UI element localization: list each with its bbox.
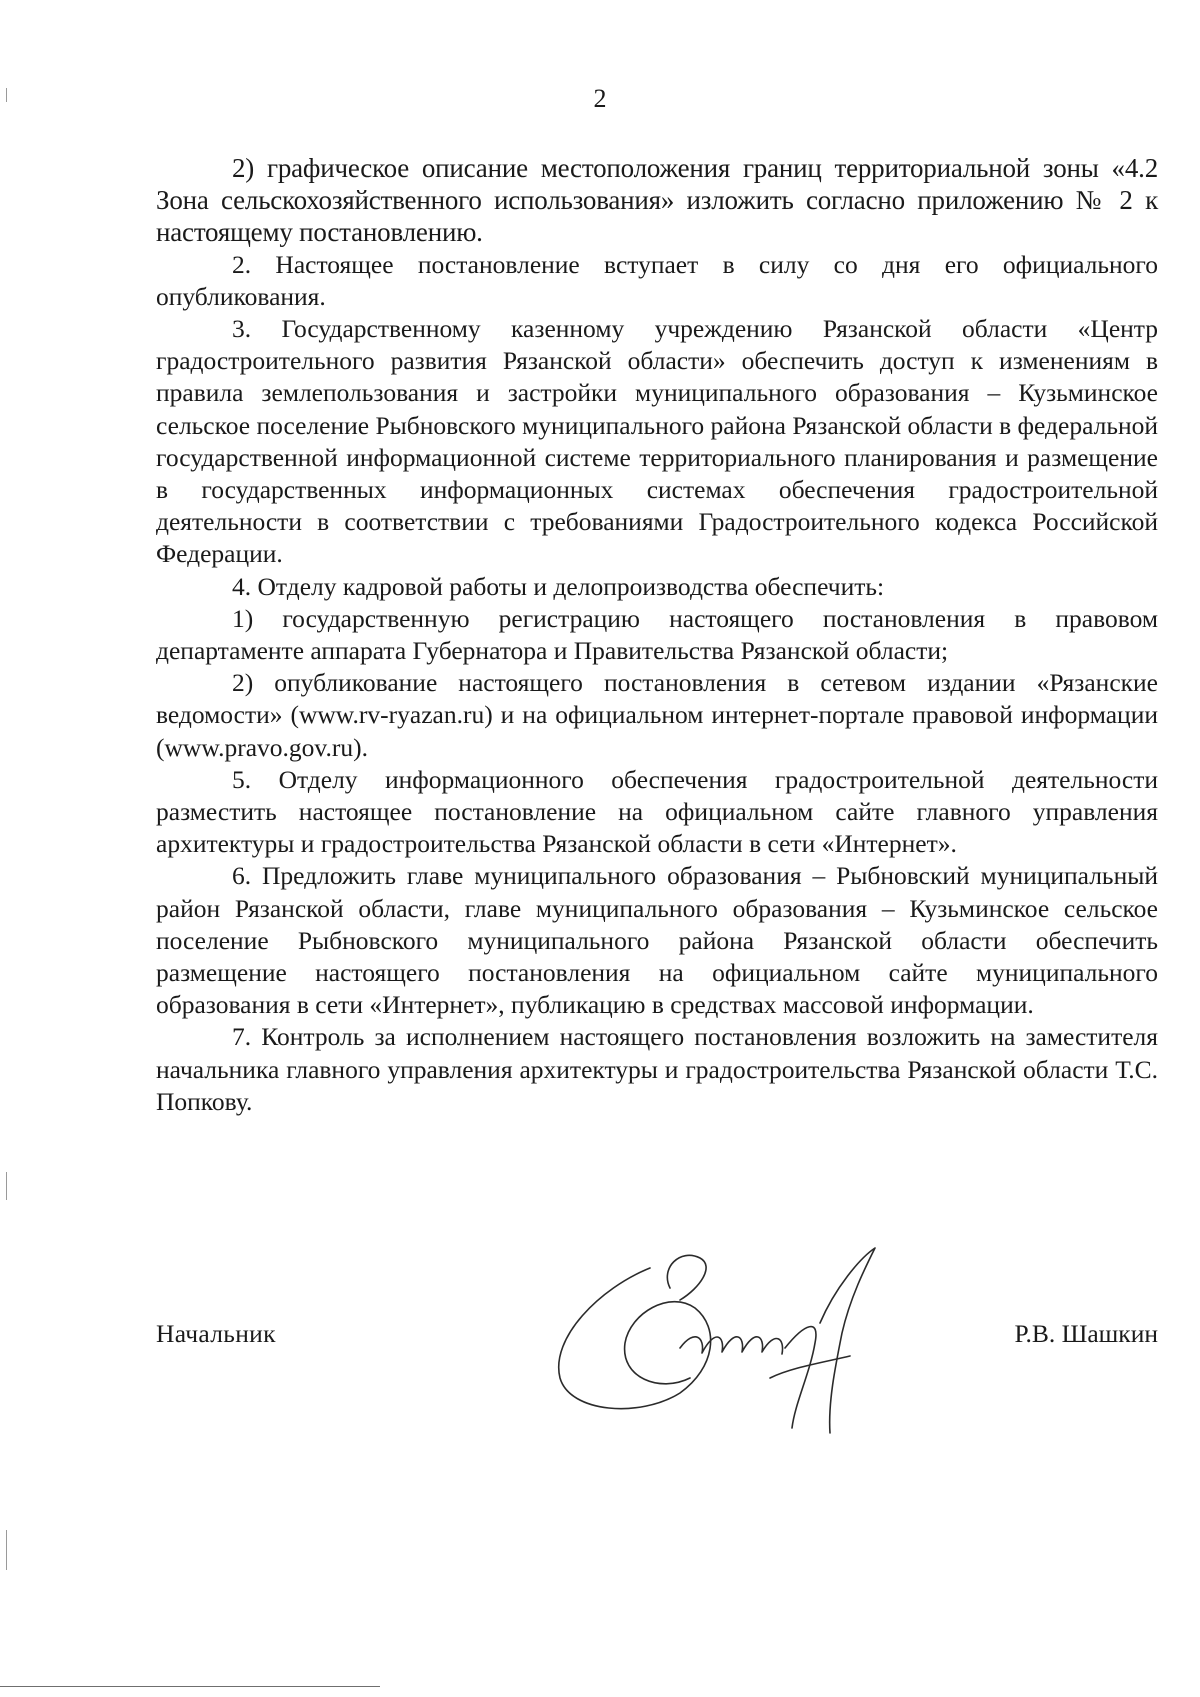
paragraph-4-1-state-registration: 1) государственную регистрацию настоящего постановления в правовом департаменте аппарата Губернатора и Правительства Рязанской области; [156,603,1158,666]
bottom-margin-line [0,1686,380,1687]
scan-edge-mark [6,1172,7,1200]
signatory-title: Начальник [156,1319,276,1348]
paragraph-3-access-provision: 3. Государственному казенному учреждению Рязанской области «Центр градостроительного развития Рязанской области» обеспечить доступ к изменениям в правила землепользования и застройки муниципального образования – Кузьминское сельское поселение Рыбновского муниципального района Рязанской области в федеральной государственной информационной системе территориального планирования и размещение в государственных информационных системах обеспечения градостроительной деятельности в соответствии с требованиями Градостроительного кодекса Российской Федерации. [156,314,1159,569]
scan-edge-mark [6,1530,7,1570]
document-body [156,152,1158,1118]
scan-edge-mark [6,88,7,102]
signatory-name: Р.В. Шашкин [1014,1319,1158,1348]
paragraph-5-website-posting: 5. Отделу информационного обеспечения градостроительной деятельности разместить настоящее постановление на официальном сайте главного управления архитектуры и градостроительства Рязанской области в сети «Интернет». [156,764,1158,859]
page-number: 2 [593,84,607,113]
signature-block [156,1318,1158,1358]
paragraph-4-hr-department: 4. Отделу кадровой работы и делопроизводства обеспечить: [232,571,885,601]
paragraph-6-municipal-heads: 6. Предложить главе муниципального образования – Рыбновский муниципальный район Рязанской области, главе муниципального образования – Кузьминское сельское поселение Рыбновского муниципального района Рязанской области обеспечить размещение настоящего постановления на официальном сайте муниципального образования в сети «Интернет», публикацию в средствах массовой информации. [156,861,1158,1020]
paragraph-7-control: 7. Контроль за исполнением настоящего постановления возложить на заместителя начальника главного управления архитектуры и градостроительства Рязанской области Т.С. Попкову. [156,1022,1158,1116]
paragraph-2-effective-date: 2. Настоящее постановление вступает в силу со дня его официального опубликования. [156,249,1158,311]
paragraph-1-2-graphic-description: 2) графическое описание местоположения границ территориальной зоны «4.2 Зона сельскохозяйственного использования» изложить согласно приложению № 2 к настоящему постановлению. [156,153,1158,248]
paragraph-4-2-publication: 2) опубликование настоящего постановления в сетевом издании «Рязанские ведомости» (www.rv-ryazan.ru) и на официальном интернет-портале правовой информации (www.pravo.gov.ru). [156,668,1158,762]
